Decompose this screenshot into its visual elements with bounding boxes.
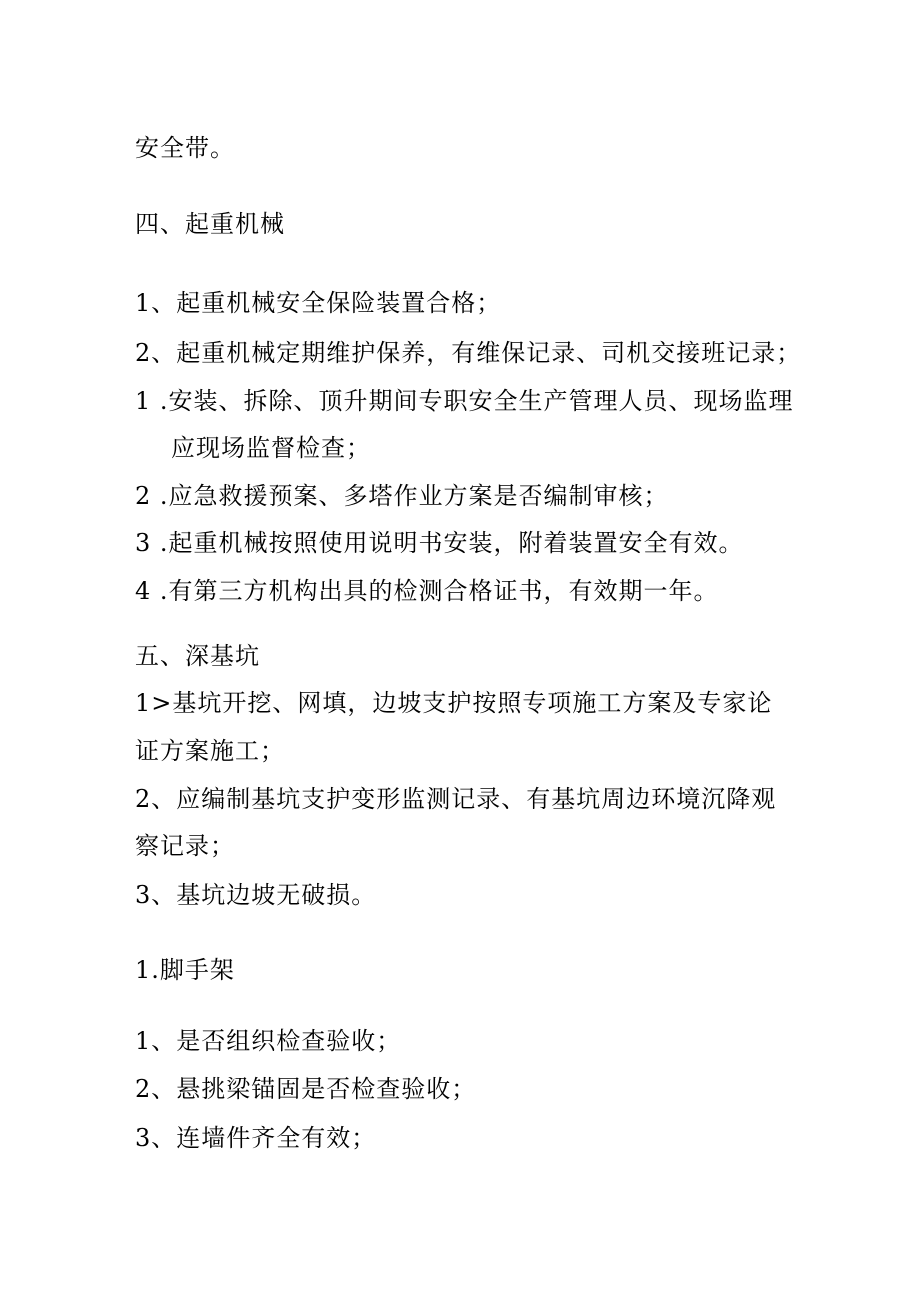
section-heading: 1.脚手架 [135, 956, 235, 984]
list-item: 2、应编制基坑支护变形监测记录、有基坑周边环境沉降观 [135, 785, 777, 813]
list-item: 2 .应急救援预案、多塔作业方案是否编制审核； [135, 482, 669, 510]
text-line: 安全带。 [135, 134, 235, 162]
list-item: 1 .安装、拆除、顶升期间专职安全生产管理人员、现场监理 [135, 387, 794, 415]
list-item: 3、基坑边坡无破损。 [135, 881, 377, 909]
list-item: 2、起重机械定期维护保养，有维保记录、司机交接班记录； [135, 339, 802, 367]
list-item-continuation: 察记录； [135, 832, 235, 860]
list-item: 1、起重机械安全保险装置合格； [135, 289, 502, 317]
section-heading: 四、起重机械 [135, 210, 285, 238]
list-item: 2、悬挑梁锚固是否检查验收； [135, 1075, 477, 1103]
section-heading: 五、深基坑 [135, 642, 260, 670]
list-item: 1、是否组织检查验收； [135, 1027, 402, 1055]
list-item: 1>基坑开挖、网填，边坡支护按照专项施工方案及专家论 [135, 689, 773, 717]
list-item: 3、连墙件齐全有效； [135, 1124, 377, 1152]
list-item-continuation: 证方案施工； [135, 737, 285, 765]
list-item-continuation: 应现场监督检查； [171, 434, 371, 462]
list-item: 3 .起重机械按照使用说明书安装，附着装置安全有效。 [135, 529, 744, 557]
list-item: 4 .有第三方机构出具的检测合格证书，有效期一年。 [135, 577, 719, 605]
